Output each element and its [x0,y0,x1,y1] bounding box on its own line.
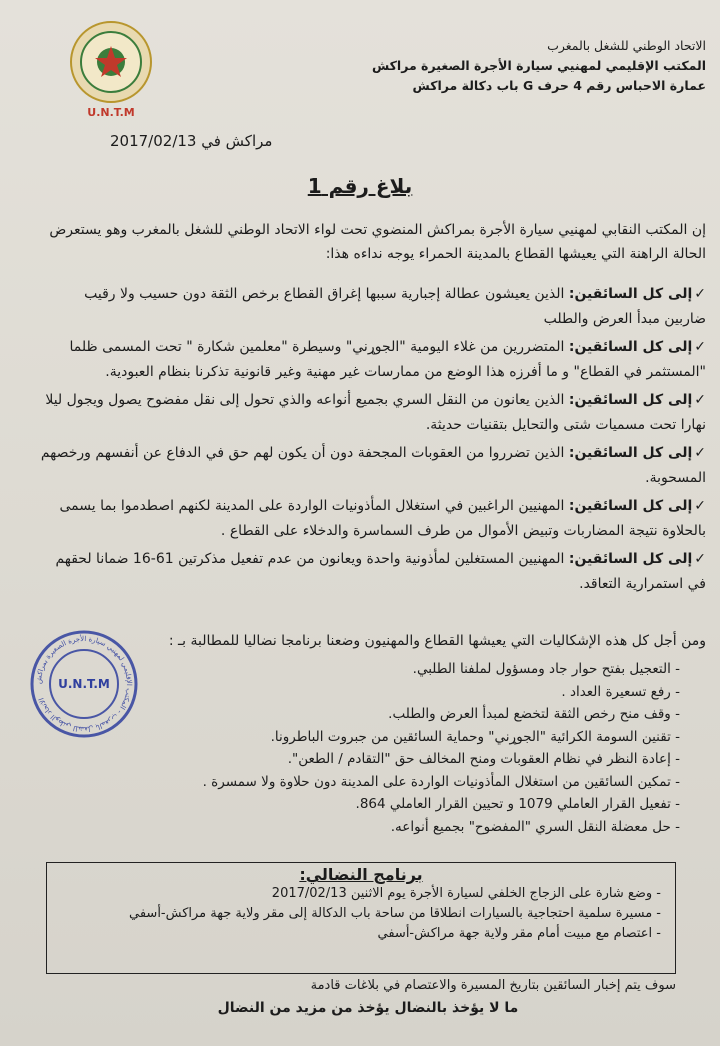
demand-item: - وقف منح رخص الثقة لتخضع لمبدأ العرض والطلب. [110,703,680,726]
appeal-text: المتضررين من غلاء اليومية "الجوړني" وسيطرة "معلمين شكارة " تحت المسمى ظلما "المستثمر في القطاع" و ما أفرزه هذا الوضع من ممارسات غير مهنية وغير قانونية تذكرنا بنظام العبودية. [69,339,706,380]
footer-note: سوف يتم إخبار السائقين بتاريخ المسيرة والاعتصام في بلاغات قادمة [310,978,676,993]
appeal-text: الذين يعانون من النقل السري بجميع أنواعه والذي تحول إلى نقل مفضوح يصول ويجول ليلا نهارا تحت مسميات شتى والتحايل بتقنيات حديثة. [45,392,706,433]
union-stamp [28,628,140,740]
program-title: برنامج النضالي: [299,865,423,884]
rationale-text: ومن أجل كل هذه الإشكاليات التي يعيشها القطاع والمهنيون وضعنا برنامجا نضاليا للمطالبة بـ : [168,633,706,649]
header-org: الاتحاد الوطني للشغل بالمغرب [547,38,706,53]
demand-item: - حل معضلة النقل السري "المفضوح" بجميع أنواعه. [110,816,680,839]
check-icon: ✓ [694,286,706,302]
appeal-item [40,494,706,544]
check-icon: ✓ [694,445,706,461]
appeal-item [40,441,706,491]
appeal-label: إلى كل السائقين: [568,445,693,461]
check-icon: ✓ [694,339,706,355]
document-date: مراكش في 2017/02/13 [110,132,273,150]
header-address: عمارة الاحباس رقم 4 حرف G باب دكالة مراكش [412,78,706,93]
demand-item: - رفع تسعيرة العداد . [110,681,680,704]
appeal-label: إلى كل السائقين: [568,551,693,567]
appeal-text: الذين تضرروا من العقوبات المجحفة دون أن يكون لهم حق في الدفاع عن أنفسهم ورخصهم المسحوبة. [40,445,706,486]
footer-slogan: ما لا يؤخذ بالنضال يؤخذ من مزيد من النضال [217,1000,519,1016]
appeal-list [40,282,706,600]
document-title: بلاغ رقم 1 [307,174,413,198]
demands-list [110,658,680,838]
program-item: - اعتصام مع مبيت أمام مقر ولاية جهة مراكش-أسفي [47,924,675,944]
program-item: - وضع شارة على الزجاج الخلفي لسيارة الأجرة يوم الاثنين 2017/02/13 [47,884,675,904]
header-office: المكتب الإقليمي لمهنيي سيارة الأجرة الصغيرة مراكش [371,58,706,73]
appeal-label: إلى كل السائقين: [568,498,693,514]
demand-item: - تقنين السومة الكرائية "الجوړني" وحماية السائقين من جبروت الباطرونا. [110,726,680,749]
appeal-item [40,388,706,438]
appeal-text: الذين يعيشون عطالة إجبارية سببها إغراق القطاع برخص الثقة دون حسيب ولا رقيب ضاربين مبدأ العرض والطلب [84,286,706,327]
appeal-label: إلى كل السائقين: [568,339,693,355]
stamp-text: U.N.T.M [58,677,110,691]
demand-item: - تمكين السائقين من استغلال المأذونيات الواردة على المدينة دون حلاوة ولا سمسرة . [110,771,680,794]
appeal-item [40,547,706,597]
appeal-label: إلى كل السائقين: [568,392,693,408]
check-icon: ✓ [694,498,706,514]
appeal-label: إلى كل السائقين: [568,286,693,302]
program-item: - مسيرة سلمية احتجاجية بالسيارات انطلاقا من ساحة باب الدكالة إلى مقر ولاية جهة مراكش-أسفي [47,904,675,924]
appeal-item [40,335,706,385]
appeal-text: المهنيين الراغبين في استغلال المأذونيات الواردة على المدينة لكنهم اصطدموا بما يسمى بالحلاوة نتيجة المضاربات وتبيض الأموال من طرف السماسرة والدخلاء على القطاع . [59,498,706,539]
intro-paragraph: إن المكتب النقابي لمهنيي سيارة الأجرة بمراكش المنضوي تحت لواء الاتحاد الوطني للشغل بالمغرب وهو يستعرض الحالة الراهنة التي يعيشها القطاع بالمدينة الحمراء يوجه نداءه هذا: [49,222,706,262]
appeal-text: المهنيين المستغلين لمأذونية واحدة ويعانون من عدم تفعيل مذكرتين 61-16 ضمانا لحقهم في استمرارية التعاقد. [55,551,706,592]
program-box [46,862,676,974]
demand-item: - التعجيل بفتح حوار جاد ومسؤول لملفنا الطلبي. [110,658,680,681]
check-icon: ✓ [694,392,706,408]
logo-text: U.N.T.M [87,106,135,119]
check-icon: ✓ [694,551,706,567]
stamp-ring-text: الاتحاد الوطني للشغل بالمغرب - المكتب الإقليمي لمهنيي سيارة الأجرة الصغيرة بمراكش [34,634,134,734]
untm-logo [66,6,156,130]
letterhead [286,36,706,96]
appeal-item [40,282,706,332]
demand-item: - تفعيل القرار العاملي 1079 و تحيين القرار العاملي 864. [110,793,680,816]
demand-item: - إعادة النظر في نظام العقوبات ومنح المخالف حق "التقادم / الطعن". [110,748,680,771]
